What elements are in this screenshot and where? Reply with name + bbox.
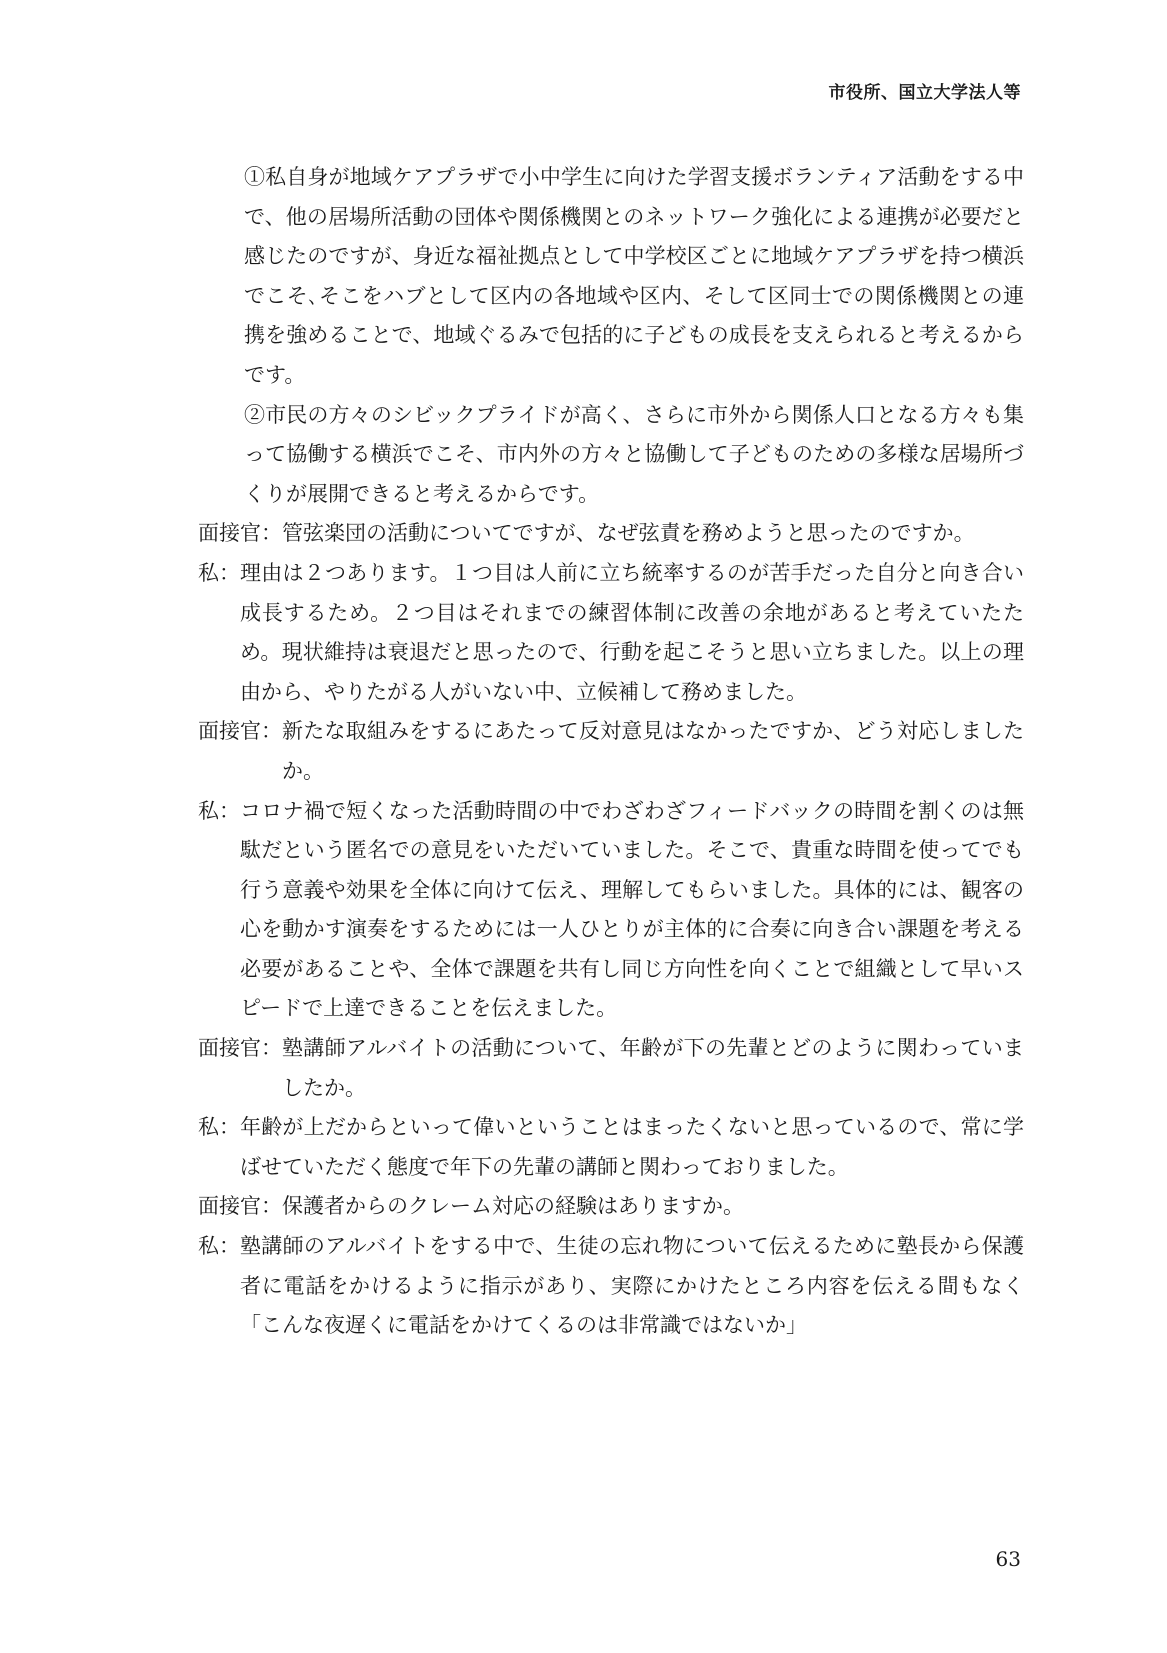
running-header: 市役所、国立大学法人等 xyxy=(828,83,1021,103)
page-number: 63 xyxy=(995,1547,1021,1571)
utterance-text: 管弦楽団の活動についてですが、なぜ弦責を務めようと思ったのですか。 xyxy=(282,521,975,546)
page-body xyxy=(198,158,1024,1346)
item-text: ②市民の方々のシビックプライドが高く、さらに市外から関係人口となる方々も集って協働する横浜でこそ、市内外の方々と協働して子どものための多様な居場所づくりが展開できると考えるからです。 xyxy=(244,402,1024,506)
utterance-text: 理由は２つあります。１つ目は人前に立ち統率するのが苦手だった自分と向き合い成長するため。２つ目はそれまでの練習体制に改善の余地があると考えていたため。現状維持は衰退だと思ったので、行動を起こそうと思い立ちました。以上の理由から、やりたがる人がいない中、立候補して務めました。 xyxy=(240,560,1024,704)
speaker-label: 面接官： xyxy=(198,521,282,546)
utterance-text: 塾講師のアルバイトをする中で、生徒の忘れ物について伝えるために塾長から保護者に電話をかけるように指示があり、実際にかけたところ内容を伝える間もなく「こんな夜遅くに電話をかけてくるのは非常識ではないか」 xyxy=(240,1234,1024,1338)
numbered-item-2 xyxy=(198,396,1024,515)
speaker-label: 私： xyxy=(198,798,240,823)
speaker-label: 私： xyxy=(198,1234,240,1259)
dialogue-turn-interviewer xyxy=(198,1187,1024,1227)
utterance-text: コロナ禍で短くなった活動時間の中でわざわざフィードバックの時間を割くのは無駄だという匿名での意見をいただいていました。そこで、貴重な時間を使ってでも行う意義や効果を全体に向けて伝え、理解してもらいました。具体的には、観客の心を動かす演奏をするためには一人ひとりが主体的に合奏に向き合い課題を考える必要があることや、全体で課題を共有し同じ方向性を向くことで組織として早いスピードで上達できることを伝えました。 xyxy=(240,798,1024,1021)
dialogue-turn-me xyxy=(198,1108,1024,1187)
dialogue-turn-interviewer xyxy=(198,514,1024,554)
speaker-label: 面接官： xyxy=(198,1036,282,1061)
dialogue-turn-interviewer xyxy=(198,1029,1024,1108)
item-text: ①私自身が地域ケアプラザで小中学生に向けた学習支援ボランティア活動をする中で、他の居場所活動の団体や関係機関とのネットワーク強化による連携が必要だと感じたのですが、身近な福祉拠点として中学校区ごとに地域ケアプラザを持つ横浜でこそ､そこをハブとして区内の各地域や区内、そして区同士での関係機関との連携を強めることで、地域ぐるみで包括的に子どもの成長を支えられると考えるからです。 xyxy=(244,165,1024,387)
dialogue-turn-interviewer xyxy=(198,712,1024,791)
speaker-label: 面接官： xyxy=(198,719,282,744)
speaker-label: 私： xyxy=(198,1115,240,1140)
utterance-text: 新たな取組みをするにあたって反対意見はなかったですか、どう対応しましたか。 xyxy=(282,719,1024,783)
speaker-label: 面接官： xyxy=(198,1194,282,1219)
numbered-item-1 xyxy=(198,158,1024,396)
utterance-text: 保護者からのクレーム対応の経験はありますか。 xyxy=(282,1194,744,1219)
utterance-text: 塾講師アルバイトの活動について、年齢が下の先輩とどのように関わっていましたか。 xyxy=(282,1036,1024,1100)
dialogue-turn-me xyxy=(198,792,1024,1030)
dialogue-turn-me xyxy=(198,554,1024,712)
speaker-label: 私： xyxy=(198,560,240,585)
utterance-text: 年齢が上だからといって偉いということはまったくないと思っているので、常に学ばせていただく態度で年下の先輩の講師と関わっておりました。 xyxy=(240,1115,1024,1179)
dialogue-turn-me xyxy=(198,1227,1024,1346)
